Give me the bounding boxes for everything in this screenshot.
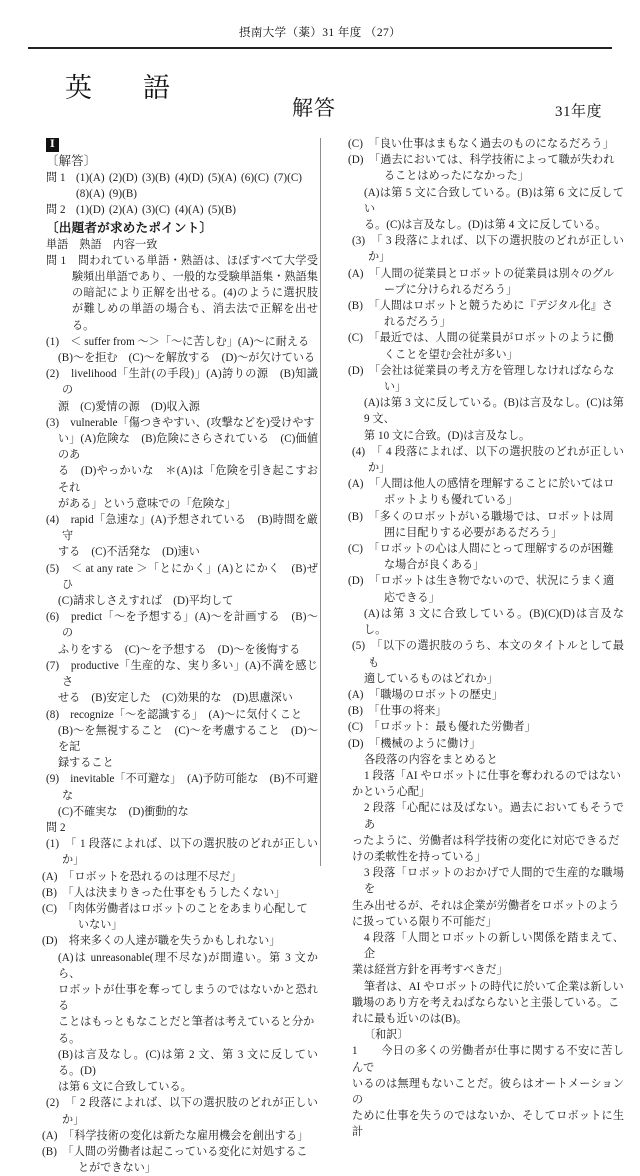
- answer-cell: (7)(C): [274, 172, 303, 184]
- vocab-item: [46, 415, 318, 431]
- choice-text-cont: いない」: [78, 919, 123, 932]
- choice-text-cont: ボットよりも優れている」: [384, 494, 518, 507]
- vocab-line: ＜ at any rate ＞「とにかく」(A)とにかく (B)ぜひ: [62, 562, 318, 591]
- year-label: 31年度: [554, 104, 602, 120]
- explanation-line: (A)は第 3 文に反している。(B)は言及なし。(C)は第 9 文、: [364, 397, 624, 426]
- choice-label: (C): [348, 543, 363, 556]
- answer-cell: (6)(C): [241, 172, 270, 184]
- choice: [348, 687, 624, 703]
- explanation-line: る。: [58, 1032, 81, 1045]
- header-rule: [28, 47, 612, 49]
- choice: [42, 1128, 318, 1144]
- choice-text: 「人は決まりきった仕事をもうしたくない」: [68, 886, 286, 899]
- vocab-number: (1): [46, 335, 60, 348]
- choice-text-cont: ープに分けられるだろう」: [384, 283, 518, 296]
- points-keywords: 単語 熟語 内容一致: [46, 238, 158, 251]
- explanation-line: ロボットが仕事を奪ってしまうのではないかと恐れる: [58, 983, 318, 1013]
- translation-number: 1: [352, 1045, 358, 1058]
- translation-text: 今日の多くの労働者が仕事に関する不安に苦しんで: [352, 1045, 624, 1074]
- vocab-number: (4): [46, 514, 60, 527]
- choice: [348, 330, 624, 346]
- choice-text-cont: な場合が良くある」: [384, 559, 485, 572]
- choice: [42, 869, 318, 885]
- choice-label: (B): [42, 886, 57, 899]
- summary-line: に扱っている限り不可能だ」: [352, 915, 497, 928]
- choice-text-cont: ることはめったになかった」: [384, 170, 529, 183]
- answer-cell: (5)(A): [208, 172, 237, 184]
- answer-cell: (3)(B): [142, 172, 171, 184]
- toi1-label: 問 1: [46, 172, 66, 184]
- question-stem-text: 「 3 段落によれば、以下の選択肢のどれが正しいか」: [368, 235, 624, 264]
- choice: [42, 1144, 318, 1160]
- choice-text: 「人間の労働者は起こっている変化に対処するこ: [68, 1145, 308, 1158]
- vocab-line: vulnerable「傷つきやすい、(攻撃などを)受けやす: [70, 416, 315, 429]
- choice: [348, 152, 624, 168]
- choice-label: (C): [348, 721, 363, 734]
- vocab-line: ＜ suffer from ～＞「～に苦しむ」(A)～に耐える: [70, 335, 310, 348]
- explanation-line: 第 10 文に合致。(D)は言及なし。: [364, 429, 531, 442]
- vocab-item: [46, 334, 318, 350]
- toi1-commentary-label: 問 1: [46, 254, 67, 267]
- question-number: (2): [46, 1097, 60, 1110]
- vocab-number: (8): [46, 708, 60, 721]
- toi1-commentary: [46, 253, 318, 334]
- choice-text: 「ロボット：最も優れた労働者」: [374, 721, 536, 734]
- vocab-line: recognize「～を認識する」 (A)～に気付くこと: [70, 708, 303, 721]
- vocab-number: (9): [46, 773, 60, 786]
- vocab-line-cont: (B)～を無視すること (C)～を考慮すること (D)～を記: [58, 724, 318, 753]
- running-head: 摂南大学（薬）31 年度 （27）: [238, 27, 402, 39]
- question-stem-text: 「 2 段落によれば、以下の選択肢のどれが正しいか」: [62, 1097, 318, 1126]
- column-divider: [320, 138, 321, 866]
- summary-line: ったように、労働者は科学技術の変化に対応できるだ: [352, 834, 620, 847]
- explanation-line: (B)は言及なし。(C)は第 2 文、第 3 文に反している。(D): [58, 1048, 318, 1077]
- summary-line: 2 段落「心配には及ばない。過去においてもそうであ: [364, 802, 624, 831]
- right-column: [348, 136, 624, 1141]
- question-stem-text: 「以下の選択肢のうち、本文のタイトルとして最も: [368, 640, 624, 669]
- choice-text: 将来多くの人達が職を失うかもしれない」: [68, 935, 281, 948]
- choice-label: (D): [348, 575, 364, 588]
- choice: [348, 266, 624, 282]
- answer-title: 解答: [292, 96, 336, 120]
- points-heading: 〔出題者が求めたポイント〕: [46, 220, 213, 235]
- translation-line: ために仕事を失うのではないか、そしてロボットに生計: [352, 1110, 624, 1139]
- choice-text-cont: くことを望む会社が多い」: [384, 348, 518, 361]
- choice-text: 「会社は従業員の考え方を管理しなければならな: [374, 364, 615, 377]
- answers-heading: 〔解答〕: [46, 154, 97, 168]
- question-stem-cont: 適しているものはどれか」: [364, 672, 498, 685]
- choice: [348, 363, 624, 379]
- summary-line: 4 段落「人間とロボットの新しい関係を踏まえて、企: [364, 931, 624, 961]
- vocab-line: rapid「急速な」(A)予想されている (B)時間を厳守: [62, 514, 318, 543]
- section-marker: Ⅰ: [46, 138, 59, 152]
- choice-label: (C): [348, 332, 363, 345]
- vocab-line: productive「生産的な、実り多い」(A)不満を感じさ: [62, 659, 318, 689]
- vocab-number: (2): [46, 368, 60, 381]
- body-columns: [0, 136, 640, 1175]
- choice-text: 「職場のロボットの歴史」: [374, 688, 503, 701]
- choice-label: (D): [348, 154, 364, 167]
- choice-label: (B): [348, 300, 363, 313]
- question-stem-text: 「 1 段落によれば、以下の選択肢のどれが正しいか」: [62, 838, 318, 867]
- summary-line: 3 段落「ロボットのおかげで人間的で生産的な職場を: [364, 867, 624, 896]
- question-stem: [46, 836, 318, 868]
- vocab-line-cont: 録すること: [58, 757, 114, 770]
- answer-cell: (5)(B): [208, 204, 237, 217]
- choice-label: (D): [348, 364, 364, 377]
- vocab-line-cont: する (C)不活発な (D)速い: [58, 546, 200, 559]
- choice-label: (A): [42, 1129, 58, 1142]
- translation-first-line: [352, 1043, 624, 1075]
- vocab-number: (6): [46, 611, 60, 624]
- answer-cell: (2)(A): [109, 204, 138, 217]
- question-stem-text: 「 4 段落によれば、以下の選択肢のどれが正しいか」: [368, 445, 624, 475]
- choice-text-cont: い」: [384, 381, 407, 394]
- explanation-line: (A)は unreasonable(理不尽な)が間違い。第 3 文から、: [58, 951, 318, 980]
- choice-text: 「ロボットは生き物でないので、状況にうまく適: [374, 575, 615, 588]
- vocab-line-cont: る (D)やっかいな ＊(A)は「危険を引き起こすおそれ: [58, 465, 318, 494]
- vocab-line-cont: せる (B)安定した (C)効果的な (D)思慮深い: [58, 692, 293, 705]
- choice-text: 「仕事の将来」: [374, 705, 447, 718]
- choice: [42, 933, 318, 949]
- explanation-line: (A)は第 5 文に合致している。(B)は第 6 文に反してい: [364, 186, 624, 215]
- choice-label: (D): [42, 935, 58, 948]
- translation-heading: 〔和訳〕: [364, 1029, 409, 1042]
- toi2-answers-row: [46, 202, 318, 218]
- answer-cell: (3)(C): [142, 204, 171, 217]
- vocab-line-cont: (C)不確実な (D)衝動的な: [58, 805, 189, 818]
- section-marker-wrap: [46, 136, 318, 153]
- question-number: (4): [352, 445, 366, 458]
- vocab-line: inevitable「不可避な」 (A)予防可能な (B)不可避な: [62, 773, 318, 802]
- conclusion-line: 筆者は、AI やロボットの時代に於いて企業は新しい: [364, 980, 624, 993]
- left-column: [42, 136, 318, 1176]
- translation-line: いるのは無理もないことだ。彼らはオートメーションの: [352, 1077, 624, 1106]
- choice-label: (B): [348, 705, 363, 718]
- answer-cell: (4)(A): [175, 204, 204, 217]
- choice-text: 「人間は他人の感情を理解することに於いてはロ: [374, 478, 615, 491]
- choice-text: 「良い仕事はまもなく過去のものになるだろう」: [374, 138, 614, 150]
- choice-text: 「過去においては、科学技術によって職が失われ: [374, 154, 615, 167]
- choice-label: (C): [348, 138, 363, 150]
- choice-text: 「多くのロボットがいる職場では、ロボットは周: [374, 510, 614, 523]
- toi1-commentary-text: 問われている単語・熟語は、ほぼすべて大学受験頻出単語であり、一般的な受験単語集・熟語集の暗記により正解を出せる。(4)のように選択肢が難しめの単語の場合も、消去法で正解を出せる。: [72, 254, 318, 332]
- answer-cell: (1)(D): [76, 204, 105, 217]
- conclusion-line: れに最も近いのは(B)。: [352, 1012, 468, 1025]
- choice-text: 「人間の従業員とロボットの従業員は別々のグル: [374, 267, 615, 280]
- choice-label: (A): [348, 478, 364, 491]
- choice-text: 「ロボットを恐れるのは理不尽だ」: [68, 870, 242, 883]
- choice-text: 「人間はロボットと競うために『デジタル化』さ: [374, 300, 614, 313]
- choice-label: (A): [348, 267, 364, 280]
- explanation-line: る。(C)は言及なし。(D)は第 4 文に反している。: [364, 219, 607, 232]
- question-stem: [46, 1095, 318, 1127]
- question-number: (3): [352, 235, 366, 248]
- question-stem: [352, 444, 624, 476]
- answer-cell: (1)(A): [76, 172, 105, 184]
- title-block: [0, 64, 640, 128]
- vocab-item: [46, 561, 318, 593]
- choice: [348, 136, 624, 152]
- vocab-item: [46, 707, 318, 723]
- toi2-commentary-label: 問 2: [46, 821, 66, 834]
- vocab-line: predict「～を予想する」(A)～を計画する (B)～の: [62, 611, 318, 640]
- vocab-line-cont: ふりをする (C)～を予想する (D)～を後悔する: [58, 643, 301, 656]
- subject-title: 英 語: [65, 73, 182, 103]
- choice-text-cont: 応できる」: [384, 591, 440, 604]
- choice-text: 「ロボットの心は人間にとって理解するのが困難: [374, 543, 614, 556]
- choice: [42, 901, 318, 917]
- summary-line: 1 段落「AI やロボットに仕事を奪われるのではない: [364, 769, 622, 782]
- summary-line: 業は経営方針を再考すべきだ」: [352, 964, 508, 977]
- question-number: (5): [352, 640, 366, 653]
- summary-intro: 各段落の内容をまとめると: [364, 753, 498, 766]
- question-stem: [352, 233, 624, 265]
- vocab-item: [46, 512, 318, 544]
- choice: [348, 541, 624, 557]
- choice-text: 「最近では、人間の従業員がロボットのように働: [374, 332, 614, 345]
- choice: [348, 719, 624, 735]
- answer-cell: (4)(D): [175, 172, 204, 184]
- vocab-number: (3): [46, 416, 60, 429]
- vocab-number: (7): [46, 659, 60, 672]
- choice-label: (C): [42, 902, 57, 915]
- vocab-item: [46, 771, 318, 803]
- vocab-item: [46, 609, 318, 641]
- choice: [348, 509, 624, 525]
- summary-line: 生み出せるが、それは企業が労働者をロボットのよう: [352, 899, 620, 912]
- choice: [42, 885, 318, 901]
- choice-text: 「機械のように働け」: [374, 737, 481, 750]
- vocab-line-cont: 源 (C)愛情の源 (D)収入源: [58, 400, 200, 413]
- summary-line: かという心配」: [352, 786, 431, 799]
- choice-text: 「科学技術の変化は新たな雇用機会を創出する」: [68, 1129, 309, 1142]
- explanation-line: は第 6 文に合致している。: [58, 1081, 192, 1094]
- choice: [348, 476, 624, 492]
- choice-text-cont: 囲に目配りする必要があるだろう」: [384, 526, 563, 539]
- choice-label: (A): [42, 870, 58, 883]
- explanation-line: (A)は第 3 文に合致している。(B)(C)(D)は言及なし。: [364, 607, 624, 637]
- choice: [348, 703, 624, 719]
- toi2-label: 問 2: [46, 204, 66, 217]
- vocab-line-cont: (B)～を拒む (C)～を解放する (D)～が欠けている: [58, 352, 316, 365]
- choice-text: 「肉体労働者はロボットのことをあまり心配して: [68, 902, 308, 915]
- choice-text-cont: れるだろう」: [384, 316, 451, 329]
- choice-text-cont: とができない」: [78, 1162, 157, 1175]
- vocab-item: [46, 658, 318, 690]
- answer-cell: (9)(B): [109, 188, 138, 201]
- vocab-line-cont: い」(A)危険な (B)危険にさらされている (C)価値のあ: [58, 433, 318, 462]
- answer-cell: (8)(A): [76, 188, 105, 201]
- toi1-answers-row1: [46, 170, 318, 186]
- choice: [348, 298, 624, 314]
- question-stem: [352, 638, 624, 670]
- vocab-line: livelihood「生計(の手段)」(A)誇りの源 (B)知識の: [62, 368, 318, 397]
- vocab-number: (5): [46, 562, 60, 575]
- answer-cell: (2)(D): [109, 172, 138, 184]
- choice-label: (B): [42, 1145, 57, 1158]
- choice-label: (B): [348, 510, 363, 523]
- choice-label: (D): [348, 737, 364, 750]
- toi1-answers-row2: [46, 186, 318, 202]
- conclusion-line: 職場のあり方を考えねばならないと主張している。こ: [352, 996, 620, 1009]
- choice: [348, 736, 624, 752]
- summary-line: けの柔軟性を持っている」: [352, 850, 486, 863]
- vocab-item: [46, 366, 318, 398]
- choice-label: (A): [348, 688, 364, 701]
- choice: [348, 573, 624, 589]
- question-number: (1): [46, 838, 60, 851]
- explanation-line: ことはもっともなことだと筆者は考えていると分か: [58, 1016, 315, 1029]
- vocab-line-cont: がある」という意味での「危険な」: [58, 497, 237, 510]
- vocab-line-cont: (C)請求しさえすれば (D)平均して: [58, 595, 234, 608]
